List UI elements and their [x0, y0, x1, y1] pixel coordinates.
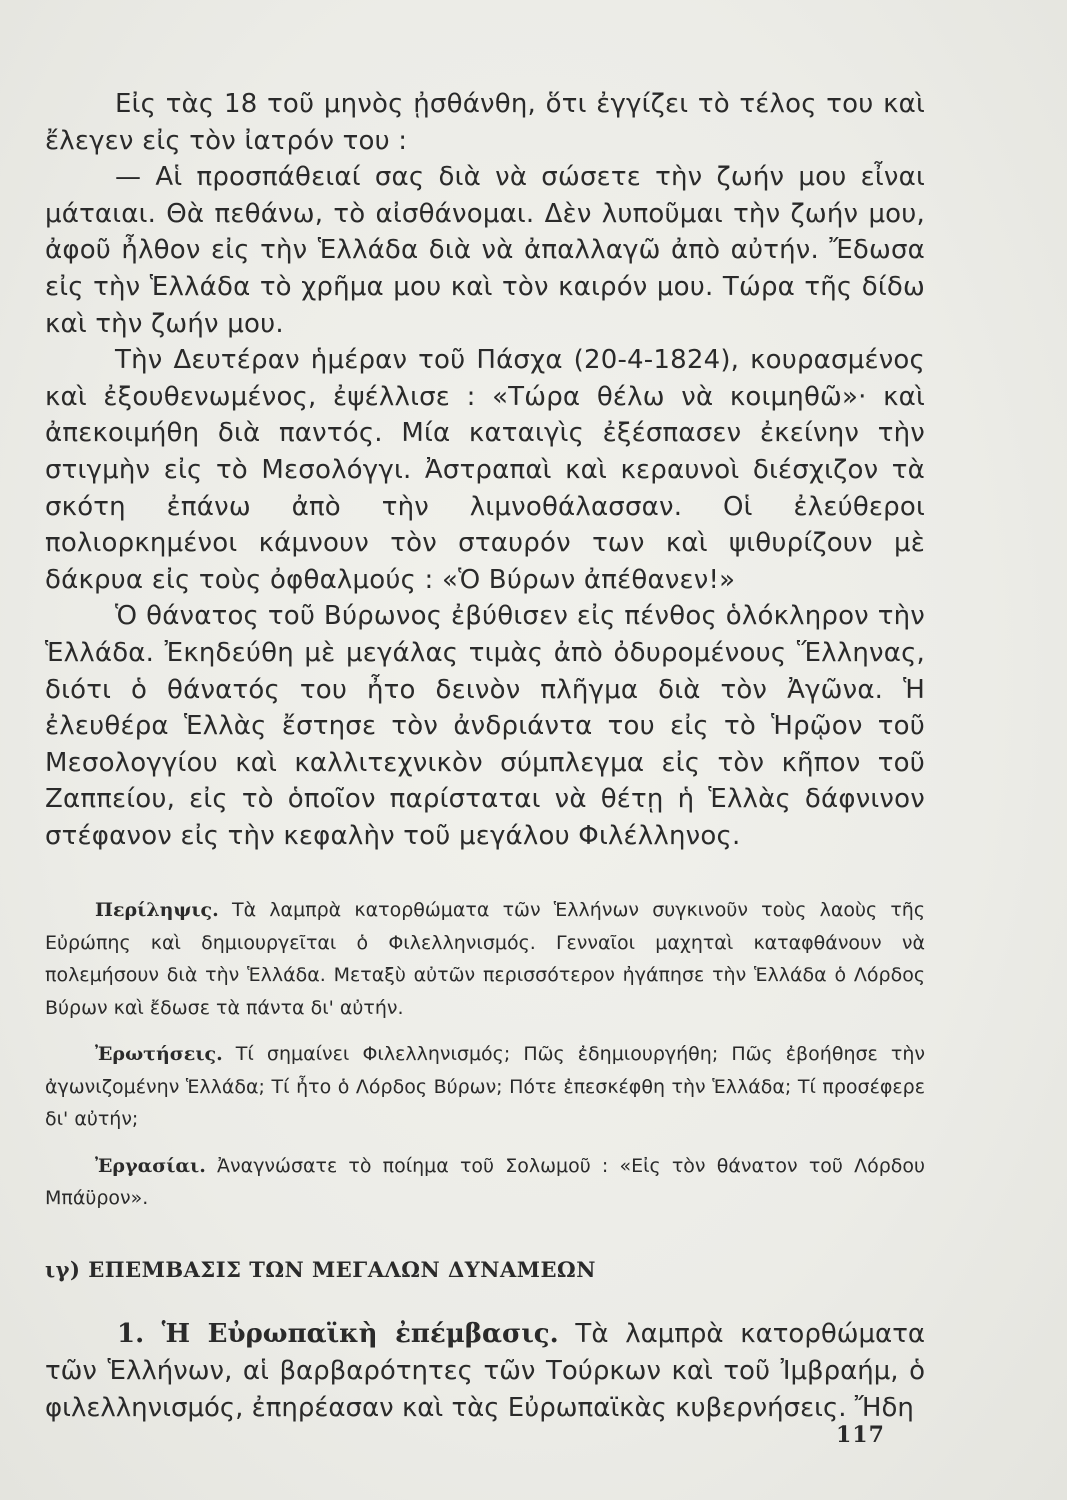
subsection-paragraph — [45, 1316, 925, 1427]
tasks-text: Ἀναγνώσατε τὸ ποίημα τοῦ Σολωμοῦ : «Εἰς τὸν θάνατον τοῦ Λόρδου Μπάϋρον». — [45, 1154, 925, 1210]
exercises-block — [45, 894, 925, 1215]
questions-text: Τί σημαίνει Φιλελληνισμός; Πῶς ἐδημιουργήθη; Πῶς ἐβοήθησε τὴν ἀγωνιζομένην Ἑλλάδα; Τί ἦτο ὁ Λόρδος Βύρων; Πότε ἐπεσκέφθη τὴν Ἑλλάδα; Τί προσέφερε δι' αὐτήν; — [45, 1043, 925, 1131]
summary-paragraph — [45, 894, 925, 1024]
page-number: 117 — [836, 1422, 885, 1448]
summary-text: Τὰ λαμπρὰ κατορθώματα τῶν Ἑλλήνων συγκινοῦν τοὺς λαοὺς τῆς Εὐρώπης καὶ δημιουργεῖται ὁ Φιλελληνισμός. Γενναῖοι μαχηταὶ καταφθάνουν νὰ πολεμήσουν διὰ τὴν Ἑλλάδα. Μεταξὺ αὐτῶν περισσότερον ἠγάπησε τὴν Ἑλλάδα ὁ Λόρδος Βύρων καὶ ἔδωσε τὰ πάντα δι' αὐτήν. — [45, 899, 925, 1019]
subsection-label: 1. Ἡ Εὐρωπαϊκὴ ἐπέμβασις. — [117, 1318, 559, 1349]
page-text — [45, 86, 925, 1427]
subsection — [45, 1316, 925, 1427]
tasks-label: Ἐργασίαι. — [95, 1154, 206, 1177]
paragraph-byron-speech: — Αἱ προσπάθειαί σας διὰ νὰ σώσετε τὴν ζωήν μου εἶναι μάταιαι. Θὰ πεθάνω, τὸ αἰσθάνομαι. Δὲν λυποῦμαι τὴν ζωήν μου, ἀφοῦ ἦλθον εἰς τὴν Ἑλλάδα διὰ νὰ ἀπαλλαγῶ ἀπὸ αὐτήν. Ἔδωσα εἰς τὴν Ἑλλάδα τὸ χρῆμα μου καὶ τὸν καιρόν μου. Τώρα τῆς δίδω καὶ τὴν ζωήν μου. — [45, 162, 925, 339]
paragraph-byron-death: Τὴν Δευτέραν ἡμέραν τοῦ Πάσχα (20-4-1824), κουρασμένος καὶ ἐξουθενωμένος, ἐψέλλισε : «Τώρα θέλω νὰ κοιμηθῶ»· καὶ ἀπεκοιμήθη διὰ παντός. Μία καταιγὶς ἐξέσπασεν ἐκείνην τὴν στιγμὴν εἰς τὸ Μεσολόγγι. Ἀστραπαὶ καὶ κεραυνοὶ διέσχιζον τὰ σκότη ἐπάνω ἀπὸ τὴν λιμνοθάλασσαν. Οἱ ἐλεύθεροι πολιορκημένοι κάμνουν τὸν σταυρόν των καὶ ψιθυρίζουν μὲ δάκρυα εἰς τοὺς ὀφθαλμούς : «Ὁ Βύρων ἀπέθανεν!» — [45, 345, 925, 595]
section-heading: ιγ) ΕΠΕΜΒΑΣΙΣ ΤΩΝ ΜΕΓΑΛΩΝ ΔΥΝΑΜΕΩΝ — [45, 1256, 596, 1282]
questions-paragraph — [45, 1038, 925, 1136]
summary-label: Περίληψις. — [95, 899, 219, 922]
tasks-paragraph — [45, 1150, 925, 1215]
questions-label: Ἐρωτήσεις. — [95, 1043, 223, 1066]
paragraph-byron-final-days: Εἰς τὰς 18 τοῦ μηνὸς ᾐσθάνθη, ὅτι ἐγγίζει τὸ τέλος του καὶ ἔλεγεν εἰς τὸν ἰατρόν του : — [45, 89, 925, 156]
subsection-text: Τὰ λαμπρὰ κατορθώματα τῶν Ἑλλήνων, αἱ βαρβαρότητες τῶν Τούρκων καὶ τοῦ Ἰμβραήμ, ὁ φιλελληνισμός, ἐπηρέασαν καὶ τὰς Εὐρωπαϊκὰς κυβερνήσεις. Ἤδη — [45, 1318, 925, 1423]
paragraph-mourning: Ὁ θάνατος τοῦ Βύρωνος ἐβύθισεν εἰς πένθος ὁλόκληρον τὴν Ἑλλάδα. Ἐκηδεύθη μὲ μεγάλας τιμὰς ἀπὸ ὀδυρομένους Ἕλληνας, διότι ὁ θάνατός του ἦτο δεινὸν πλῆγμα διὰ τὸν Ἀγῶνα. Ἡ ἐλευθέρα Ἑλλὰς ἔστησε τὸν ἀνδριάντα του εἰς τὸ Ἡρῷον τοῦ Μεσολογγίου καὶ καλλιτεχνικὸν σύμπλεγμα εἰς τὸν κῆπον τοῦ Ζαππείου, εἰς τὸ ὁποῖον παρίσταται νὰ θέτῃ ἡ Ἑλλὰς δάφνινον στέφανον εἰς τὴν κεφαλὴν τοῦ μεγάλου Φιλέλληνος. — [45, 601, 925, 851]
main-text — [45, 86, 925, 854]
